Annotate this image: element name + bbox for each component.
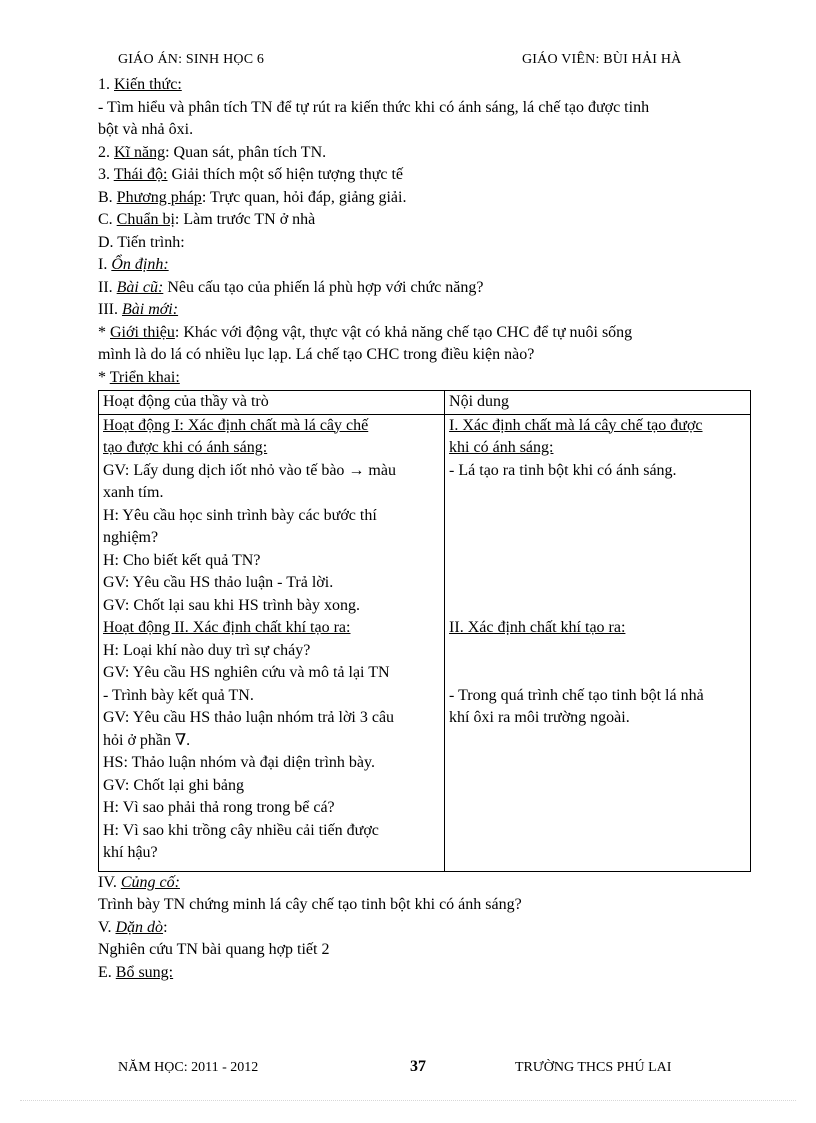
new-lesson-line: III. Bài mới: bbox=[98, 301, 179, 318]
intro-label: Giới thiệu bbox=[110, 323, 175, 341]
knowledge-text-2: bột và nhả ôxi. bbox=[98, 121, 194, 138]
teacher-line: GV: Yêu cầu HS thảo luận nhóm trả lời 3 câu bbox=[103, 709, 395, 726]
homework-text: Nghiên cứu TN bài quang hợp tiết 2 bbox=[98, 941, 330, 958]
activity-table bbox=[98, 390, 751, 872]
knowledge-label: Kiến thức: bbox=[114, 76, 182, 93]
intro-line-2: mình là do lá có nhiều lục lạp. Lá chế tạo CHC trong điều kiện nào? bbox=[98, 346, 535, 363]
question-line: H: Cho biết kết quả TN? bbox=[103, 551, 261, 569]
teacher-line: hỏi ở phần ∇. bbox=[103, 731, 191, 749]
content-line: - Lá tạo ra tinh bột khi có ánh sáng. bbox=[449, 461, 677, 479]
skill-line: 2. Kĩ năng: Quan sát, phân tích TN. bbox=[98, 143, 327, 161]
supplement-line: E. Bổ sung: bbox=[98, 963, 174, 981]
prep-line: C. Chuẩn bị: Làm trước TN ở nhà bbox=[98, 211, 316, 228]
knowledge-text-1: - Tìm hiểu và phân tích TN để tự rút ra kiến thức khi có ánh sáng, lá chế tạo được tinh bbox=[98, 98, 650, 116]
attitude-label: Thái độ: bbox=[113, 166, 168, 183]
table-header-row bbox=[99, 391, 751, 415]
homework-line: V. Dặn dò: bbox=[98, 918, 168, 936]
teacher-line: - Trình bày kết quả TN. bbox=[103, 686, 254, 704]
activity-1-title-1: Hoạt động I: Xác định chất mà lá cây chế bbox=[103, 416, 369, 434]
homework-label: Dặn dò bbox=[115, 918, 164, 936]
method-line: B. Phương pháp: Trực quan, hỏi đáp, giảng giải. bbox=[98, 188, 407, 206]
question-line: H: Yêu cầu học sinh trình bày các bước thí bbox=[103, 506, 377, 524]
activity-2-title: Hoạt động II. Xác định chất khí tạo ra: bbox=[103, 619, 351, 636]
header-subject: GIÁO ÁN: SINH HỌC 6 bbox=[118, 52, 265, 67]
table-body-row bbox=[99, 414, 751, 871]
deploy-label: Triển khai: bbox=[109, 368, 180, 386]
stabilize-line: I. Ổn định: bbox=[98, 256, 169, 273]
consolidate-text: Trình bày TN chứng minh lá cây chế tạo tinh bột khi có ánh sáng? bbox=[98, 896, 522, 913]
intro-line-1: * Giới thiệu: Khác với động vật, thực vật có khả năng chế tạo CHC để tự nuôi sống bbox=[98, 323, 633, 341]
question-line: H: Vì sao khi trồng cây nhiều cải tiến được bbox=[103, 821, 379, 839]
page-edge-divider bbox=[20, 1100, 796, 1101]
col-activity-header: Hoạt động của thầy và trò bbox=[99, 391, 445, 415]
section-2-title: II. Xác định chất khí tạo ra: bbox=[449, 619, 626, 636]
consolidate-label: Củng cố: bbox=[120, 873, 180, 891]
footer-school-year: NĂM HỌC: 2011 - 2012 bbox=[118, 1060, 259, 1075]
footer-school-name: TRƯỜNG THCS PHÚ LAI bbox=[515, 1060, 672, 1075]
attitude-line: 3. Thái độ: Giải thích một số hiện tượng thực tế bbox=[98, 166, 404, 183]
section-1-title-1: I. Xác định chất mà lá cây chế tạo được bbox=[449, 416, 703, 434]
deploy-line: * Triển khai: bbox=[98, 368, 180, 386]
question-line: H: Vì sao phải thả rong trong bể cá? bbox=[103, 799, 335, 816]
teacher-line: GV: Chốt lại sau khi HS trình bày xong. bbox=[103, 596, 361, 614]
new-lesson-label: Bài mới: bbox=[121, 301, 179, 318]
teacher-line: GV: Chốt lại ghi bảng bbox=[103, 776, 245, 794]
teacher-line: GV: Yêu cầu HS nghiên cứu và mô tả lại TN bbox=[103, 664, 390, 681]
activities-cell bbox=[99, 414, 445, 871]
knowledge-heading: 1. Kiến thức: bbox=[98, 76, 182, 93]
supplement-label: Bổ sung: bbox=[115, 963, 174, 981]
student-line: HS: Thảo luận nhóm và đại diện trình bày. bbox=[103, 754, 375, 771]
question-line: nghiệm? bbox=[103, 529, 159, 546]
old-lesson-label: Bài cũ: bbox=[116, 278, 164, 296]
header-teacher: GIÁO VIÊN: BÙI HẢI HÀ bbox=[522, 52, 682, 67]
prep-label: Chuẩn bị bbox=[116, 211, 175, 228]
consolidate-line: IV. Củng cố: bbox=[98, 873, 180, 891]
question-line: khí hậu? bbox=[103, 844, 158, 861]
content-line: khí ôxi ra môi trường ngoài. bbox=[449, 709, 630, 726]
question-line: H: Loại khí nào duy trì sự cháy? bbox=[103, 641, 311, 659]
lesson-body bbox=[98, 74, 758, 984]
col-content-header: Nội dung bbox=[445, 391, 751, 415]
content-cell bbox=[445, 414, 751, 871]
skill-label: Kĩ năng bbox=[114, 143, 166, 161]
old-lesson-line: II. Bài cũ: Nêu cấu tạo của phiến lá phù hợp với chức năng? bbox=[98, 278, 484, 296]
activity-1-title-2: tạo được khi có ánh sáng: bbox=[103, 439, 268, 456]
process-line: D. Tiến trình: bbox=[98, 233, 185, 251]
section-1-title-2: khi có ánh sáng: bbox=[449, 439, 554, 456]
page-number: 37 bbox=[410, 1058, 426, 1075]
teacher-line: GV: Yêu cầu HS thảo luận - Trả lời. bbox=[103, 574, 334, 591]
teacher-line: xanh tím. bbox=[103, 484, 164, 501]
method-label: Phương pháp bbox=[116, 188, 202, 206]
stabilize-label: Ổn định: bbox=[111, 256, 169, 273]
teacher-line: GV: Lấy dung dịch iốt nhỏ vào tế bào → màu bbox=[103, 461, 396, 479]
content-line: - Trong quá trình chế tạo tinh bột lá nhả bbox=[449, 686, 704, 704]
